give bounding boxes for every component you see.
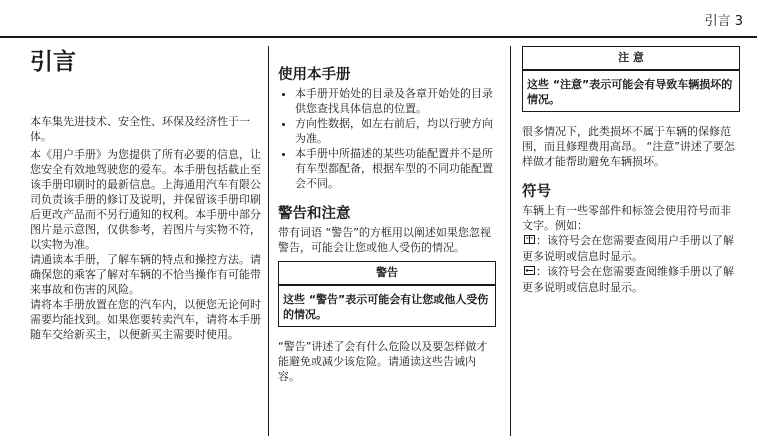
symbol-item-book <box>522 233 740 264</box>
notice-box <box>522 46 740 112</box>
column-divider-1 <box>268 46 269 436</box>
intro-paragraph-4: 请将本手册放置在您的汽车内，以便您无论何时需要均能找到。如果您要转卖汽车，请将本手册随车交给新买主，以便新买主需要时使用。 <box>30 298 261 341</box>
symbol-item-service-manual <box>522 264 740 295</box>
section-title-usage: 使用本手册 <box>278 67 351 83</box>
symbols-intro-text: 车辆上有一些零部件和标签会使用符号而非文字。例如： <box>522 204 731 232</box>
service-manual-icon <box>522 265 536 280</box>
bullet-item: • 本手册开始处的目录及各章开始处的目录供您查找具体信息的位置。 <box>295 86 496 116</box>
warning-box-body: 这些 “警告”表示可能会有让您或他人受伤的情况。 <box>283 293 489 321</box>
bullet-item: • 本手册中所描述的某些功能配置并不是所有车型都配备，根据车型的不同功能配置会不同。 <box>295 146 496 191</box>
warning-intro-text: 带有词语 “警告”的方框用以阐述如果您忽视警告，可能会让您或他人受伤的情况。 <box>278 226 491 254</box>
bullet-item: • 方向性数据，如左右前后，均以行驶方向为准。 <box>295 116 496 146</box>
intro-paragraph-2: 本《用户手册》为您提供了所有必要的信息，让您安全有效地驾驶您的爱车。本手册包括截止至该手册印刷时的最新信息。上海通用汽车有限公司负责该手册的修订及说明，并保留该手册印刷后更改产品而不另行通知的权利。本手册中部分图片是示意图，仅供参考，若图片与实物不符，以实物为准。 <box>30 148 261 251</box>
symbol-text-book: ：该符号会在您需要查阅用户手册以了解更多说明或信息时显示。 <box>522 234 734 263</box>
column-divider-2 <box>510 46 511 436</box>
notice-box-heading: 注 意 <box>523 47 739 71</box>
page-header-label: 引言 3 <box>704 14 743 29</box>
warning-box-heading: 警告 <box>279 262 495 286</box>
intro-paragraph-1: 本车集先进技术、安全性、环保及经济性于一体。 <box>30 115 250 143</box>
notice-box-body: 这些 “注意”表示可能会有导致车辆损坏的情况。 <box>527 78 733 106</box>
warning-after-text: “警告”讲述了会有什么危险以及要怎样做才能避免或减少该危险。请通读这些告诫内容。 <box>278 340 488 383</box>
notice-text: 很多情况下，此类损坏不属于车辆的保修范围，而且修理费用高昂。 “注意”讲述了要怎样做才能帮助避免车辆损坏。 <box>522 125 735 168</box>
usage-bullet-list <box>278 86 496 191</box>
section-title-warnings: 警告和注意 <box>278 206 351 222</box>
column-intro <box>30 46 262 342</box>
column-notice <box>522 46 740 295</box>
section-title-symbols: 符号 <box>522 184 551 200</box>
intro-paragraph-3: 请通读本手册，了解车辆的特点和操控方法。请确保您的乘客了解对车辆的不恰当操作有可能带来事故和伤害的风险。 <box>30 253 261 296</box>
page-title: 引言 <box>30 49 76 75</box>
warning-box <box>278 261 496 327</box>
header-rule <box>0 36 757 38</box>
book-icon <box>522 234 536 249</box>
column-usage <box>278 46 496 384</box>
symbol-text-service-manual: ：该符号会在您需要查阅维修手册以了解更多说明或信息时显示。 <box>522 265 734 294</box>
